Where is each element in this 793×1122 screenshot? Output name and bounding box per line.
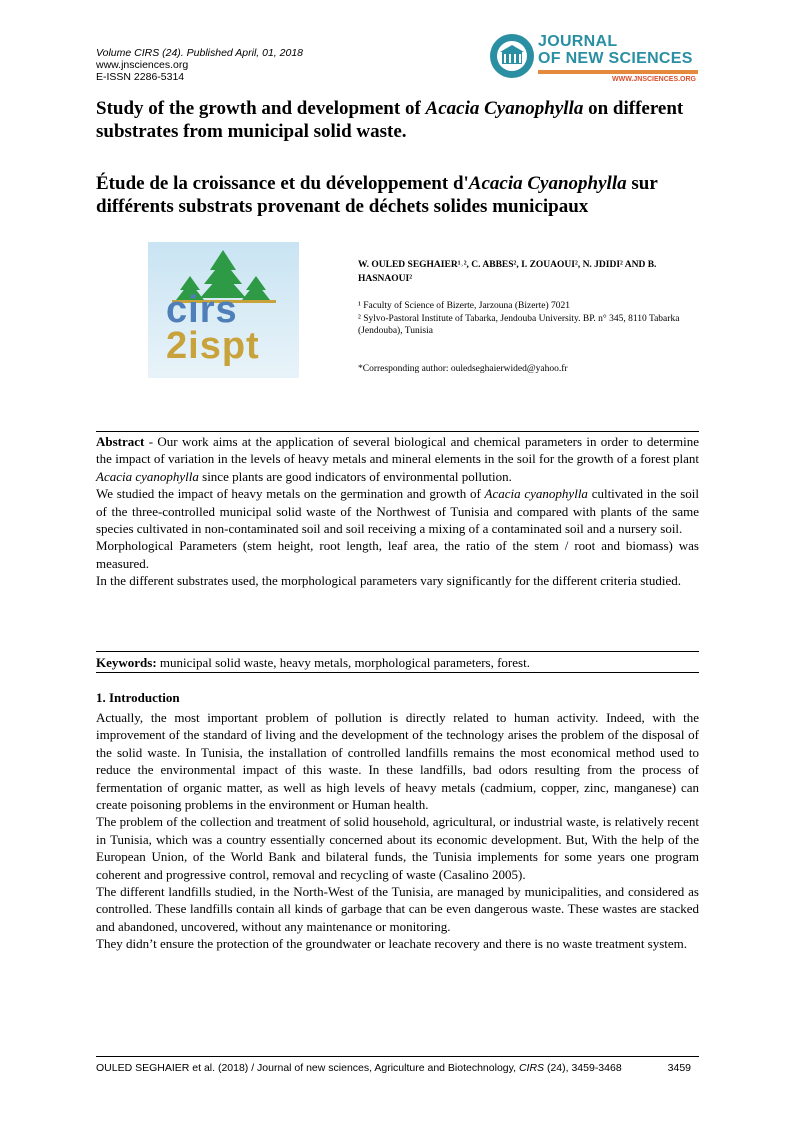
- title-english: Study of the growth and development of Acacia Cyanophylla on different substrates from municipal solid waste.: [96, 98, 684, 142]
- paragraph: The problem of the collection and treatment of solid household, agricultural, or industrial waste, is relatively recent in Tunisia, which was a country essentially concerned about its economic development. But, With the help of the European Union, of the World Bank and bilateral funds, the Tunisia implements for some years one program coherent and progressive control, removal and recycling of waste (Casalino 2005).: [96, 814, 699, 882]
- journal-name-line1: JOURNAL: [538, 33, 618, 50]
- journal-name-line2: OF NEW SCIENCES: [538, 50, 697, 68]
- journal-header: [96, 47, 303, 83]
- conference-logo-text1: cirs: [166, 289, 238, 331]
- abstract-paragraph: Morphological Parameters (stem height, root length, leaf area, the ratio of the stem / root and biomass) was measured.: [96, 538, 699, 571]
- journal-url: WWW.JNSCIENCES.ORG: [612, 76, 697, 83]
- author-list: W. OULED SEGHAIER¹˒², C. ABBES², I. ZOUAOUI², N. JDIDI² AND B. HASNAOUI²: [358, 260, 657, 284]
- page-number: 3459: [667, 1062, 691, 1074]
- divider: [96, 431, 699, 432]
- divider: [96, 651, 699, 652]
- footer-citation: OULED SEGHAIER et al. (2018) / Journal of new sciences, Agriculture and Biotechnology, CIRS (24), 3459-3468: [96, 1062, 622, 1074]
- affiliations: [358, 300, 698, 338]
- keywords-label: Keywords:: [96, 655, 157, 670]
- section-heading: 1. Introduction: [96, 690, 180, 705]
- abstract-label: Abstract: [96, 434, 145, 449]
- paragraph: Actually, the most important problem of pollution is directly related to human activity. Indeed, with the improvement of the standard of living and the development of the technology arises the problem of the disposal of the solid waste. In Tunisia, the installation of controlled landfills remains the most economical method used to reduce the environmental impact of this waste. In these landfills, bad odors resulting from the process of fermentation of organic matter, as well as high levels of heavy metals (cadmium, copper, zinc, manganese) can create poisoning problems in the environment or Human health.: [96, 710, 699, 813]
- introduction-body: [96, 709, 699, 953]
- journal-logo-bar: [538, 70, 698, 74]
- species-name: Acacia Cyanophylla: [468, 173, 627, 194]
- journal-seal-icon: [488, 32, 536, 80]
- species-name: Acacia Cyanophylla: [425, 98, 584, 119]
- affiliation-2: ² Sylvo-Pastoral Institute of Tabarka, Jendouba University. BP. n° 345, 8110 Tabarka (Jendouba), Tunisia: [358, 313, 680, 336]
- abstract-paragraph: We studied the impact of heavy metals on the germination and growth of Acacia cyanophylla cultivated in the soil of the three-controlled municipal solid waste of the Northwest of Tunisia and compared with plants of the same species cultivated in non-contaminated soil and soil receiving a mixing of a contaminated soil and a nursery soil.: [96, 486, 699, 537]
- volume-line: Volume CIRS (24). Published April, 01, 2018: [96, 47, 303, 59]
- title-french: Étude de la croissance et du développement d'Acacia Cyanophylla sur différents substrats provenant de déchets solides municipaux: [96, 173, 658, 217]
- paragraph: They didn’t ensure the protection of the groundwater or leachate recovery and there is no waste treatment system.: [96, 936, 688, 952]
- conference-logo-text2: 2ispt: [166, 325, 260, 367]
- journal-website: www.jnsciences.org: [96, 59, 189, 71]
- paragraph: The different landfills studied, in the North-West of the Tunisia, are managed by municipalities, and considered as controlled. These landfills contain all kinds of garbage that can be even dangerous waste. These wastes are stacked and abandoned, uncovered, without any maintenance or monitoring.: [96, 884, 699, 934]
- abstract: [96, 433, 699, 590]
- abstract-paragraph: Abstract - Our work aims at the application of several biological and chemical parameters in order to determine the impact of variation in the levels of heavy metals and mineral elements in the soil for the growth of a forest plant Acacia cyanophylla since plants are good indicators of environmental pollution.: [96, 434, 699, 484]
- divider: [96, 672, 699, 673]
- conference-logo: [148, 242, 299, 378]
- corresponding-author: *Corresponding author: ouledseghaierwided@yahoo.fr: [358, 364, 568, 374]
- footer-divider: [96, 1056, 699, 1057]
- eissn: E-ISSN 2286-5314: [96, 71, 185, 83]
- keywords: Keywords: municipal solid waste, heavy metals, morphological parameters, forest.: [96, 655, 530, 670]
- abstract-paragraph: In the different substrates used, the morphological parameters vary significantly for the different criteria studied.: [96, 573, 682, 589]
- affiliation-1: ¹ Faculty of Science of Bizerte, Jarzouna (Bizerte) 7021: [358, 301, 571, 311]
- page-footer: [96, 1062, 699, 1074]
